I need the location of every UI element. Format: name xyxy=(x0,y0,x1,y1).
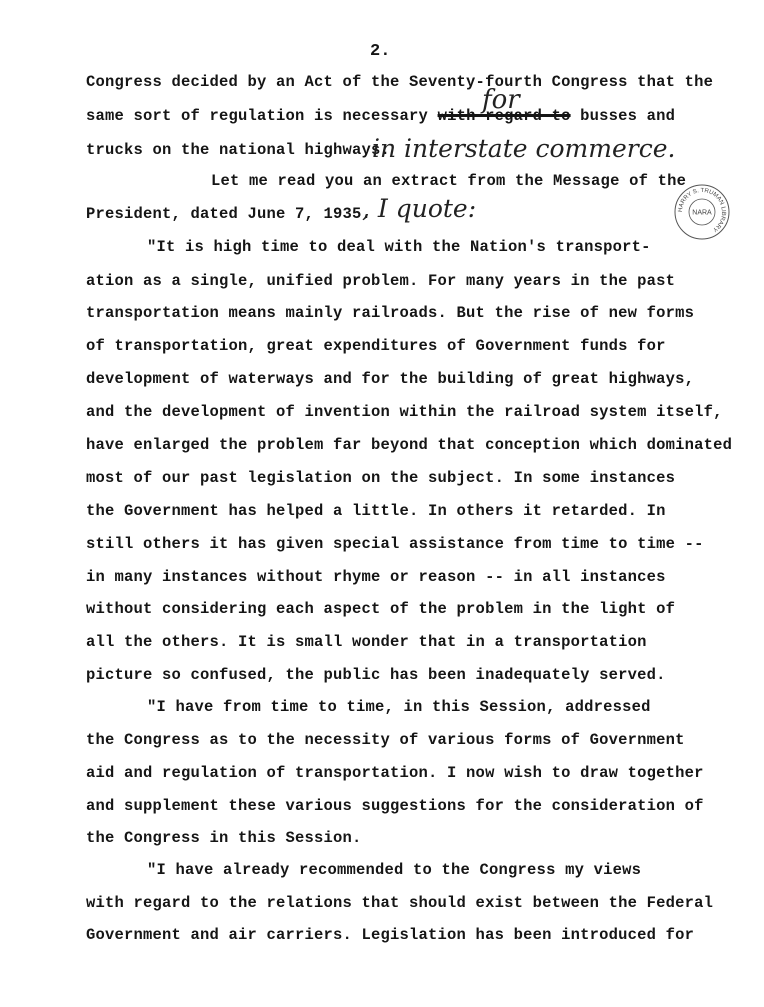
text-line-18: all the others. It is small wonder that in a transportation xyxy=(86,633,647,651)
handwritten-insert-for: for xyxy=(482,85,520,115)
page-number: 2. xyxy=(370,42,391,61)
text-line-17: without considering each aspect of the problem in the light of xyxy=(86,600,676,618)
text-line-25: "I have already recommended to the Congress my views xyxy=(147,861,642,879)
text-line-2-end: busses and xyxy=(570,107,676,125)
text-line-9: of transportation, great expenditures of Government funds for xyxy=(86,337,666,355)
text-line-2-start: same sort of regulation is necessary xyxy=(86,107,438,125)
text-line-11: and the development of invention within the railroad system itself, xyxy=(86,403,723,421)
text-line-6: "It is high time to deal with the Nation's transport- xyxy=(147,238,651,256)
handwritten-insert-interstate: in interstate commerce. xyxy=(372,134,676,163)
text-line-12: have enlarged the problem far beyond that conception which dominated xyxy=(86,436,733,454)
text-line-3: trucks on the national highways. xyxy=(86,141,391,159)
text-line-13: most of our past legislation on the subject. In some instances xyxy=(86,469,676,487)
text-line-16: in many instances without rhyme or reason -- in all instances xyxy=(86,568,666,586)
text-line-20: "I have from time to time, in this Session, addressed xyxy=(147,698,651,716)
text-line-10: development of waterways and for the building of great highways, xyxy=(86,370,695,388)
text-line-24: the Congress in this Session. xyxy=(86,829,362,847)
text-line-2 xyxy=(86,107,675,125)
text-line-26: with regard to the relations that should exist between the Federal xyxy=(86,894,714,912)
stamp-center-text: NARA xyxy=(692,209,712,217)
text-line-7: ation as a single, unified problem. For many years in the past xyxy=(86,272,676,290)
text-line-4: Let me read you an extract from the Message of the xyxy=(211,172,687,190)
text-line-14: the Government has helped a little. In others it retarded. In xyxy=(86,502,666,520)
handwritten-insert-quote: , I quote: xyxy=(362,194,477,223)
text-line-15: still others it has given special assistance from time to time -- xyxy=(86,535,704,553)
text-line-22: aid and regulation of transportation. I now wish to draw together xyxy=(86,764,704,782)
text-line-5: President, dated June 7, 1935. xyxy=(86,205,372,223)
text-line-27: Government and air carriers. Legislation has been introduced for xyxy=(86,926,695,944)
library-stamp xyxy=(674,184,730,240)
struck-text: with regard to xyxy=(437,107,571,125)
text-line-19: picture so confused, the public has been inadequately served. xyxy=(86,666,666,684)
text-line-23: and supplement these various suggestions for the consideration of xyxy=(86,797,704,815)
text-line-8: transportation means mainly railroads. But the rise of new forms xyxy=(86,304,695,322)
stamp-ring-text: HARRY S. TRUMAN LIBRARY xyxy=(677,187,727,233)
text-line-1: Congress decided by an Act of the Seventy-fourth Congress that the xyxy=(86,73,714,91)
text-line-21: the Congress as to the necessity of various forms of Government xyxy=(86,731,685,749)
